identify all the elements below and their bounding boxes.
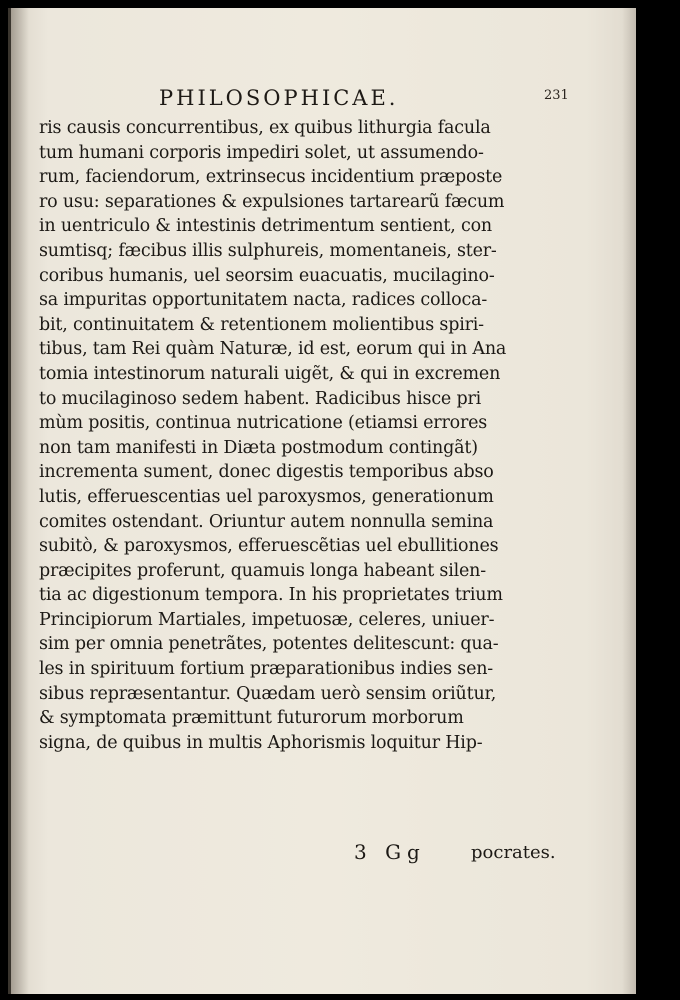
- text-line: ris causis concurrentibus, ex quibus lithurgia facula: [39, 118, 491, 138]
- text-line: tia ac digestionum tempora. In his proprietates trium: [39, 585, 503, 606]
- text-line: les in spirituum fortium præparationibus indies sen-: [39, 659, 494, 680]
- running-head: [11, 76, 636, 116]
- text-line: sumtisq; fæcibus illis sulphureis, momentaneis, ster-: [39, 240, 497, 261]
- text-line: coribus humanis, uel seorsim euacuatis, mucilagino-: [39, 265, 495, 286]
- text-line: signa, de quibus in multis Aphorismis loquitur Hip-: [39, 732, 483, 753]
- text-line: rum, faciendorum, extrinsecus incidentium præposte: [39, 167, 503, 188]
- text-line: tibus, tam Rei quàm Naturæ, id est, eorum qui in Ana: [39, 339, 507, 360]
- book-page: [8, 8, 636, 994]
- text-line: comites ostendant. Oriuntur autem nonnulla semina: [39, 511, 494, 532]
- text-line: mùm positis, continua nutricatione (etiamsi errores: [39, 413, 488, 434]
- text-line: præcipites proferunt, quamuis longa habeant silen-: [39, 560, 486, 581]
- catchword: pocrates.: [471, 842, 556, 863]
- signature-mark: 3 Gg: [354, 840, 426, 864]
- text-line: sim per omnia penetrãtes, potentes delitescunt: qua-: [39, 634, 499, 655]
- text-line: Principiorum Martiales, impetuosæ, celeres, uniuer-: [39, 609, 495, 630]
- text-line: bit, continuitatem & retentionem molientibus spiri-: [39, 314, 484, 335]
- page-number: 231: [544, 88, 569, 103]
- text-line: ro usu: separationes & expulsiones tartarearũ fæcum: [39, 191, 505, 212]
- text-line: sibus repræsentantur. Quædam uerò sensim oriũtur,: [39, 683, 497, 704]
- text-line: lutis, efferuescentias uel paroxysmos, generationum: [39, 486, 494, 507]
- text-line: to mucilaginoso sedem habent. Radicibus hisce pri: [39, 388, 482, 409]
- running-head-title: PHILOSOPHICAE.: [159, 86, 399, 110]
- text-line: non tam manifesti in Diæta postmodum contingãt): [39, 437, 478, 458]
- text-line: & symptomata præmittunt futurorum morborum: [39, 708, 464, 729]
- body-text: [39, 116, 579, 755]
- text-line: tomia intestinorum naturali uigẽt, & qui in excremen: [39, 363, 501, 384]
- text-line: tum humani corporis impediri solet, ut assumendo-: [39, 142, 484, 163]
- text-line: incrementa sument, donec digestis temporibus abso: [39, 462, 494, 483]
- text-line: subitò, & paroxysmos, efferuescẽtias uel ebullitiones: [39, 536, 499, 557]
- text-line: sa impuritas opportunitatem nacta, radices colloca-: [39, 290, 488, 311]
- catch-line: [11, 838, 636, 868]
- text-line: in uentriculo & intestinis detrimentum sentient, con: [39, 216, 492, 237]
